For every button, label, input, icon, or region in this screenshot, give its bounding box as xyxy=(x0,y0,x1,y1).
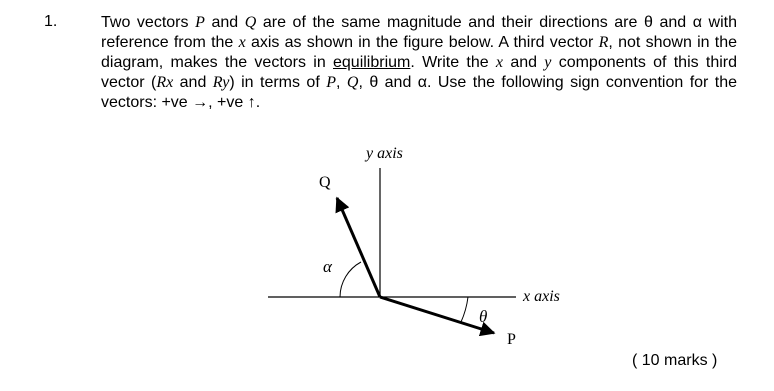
alpha-angle-arc xyxy=(340,262,361,297)
question-text-part: axis as shown in the figure below. A third vector xyxy=(250,34,594,51)
symbol-y: y xyxy=(544,54,552,71)
symbol-x: x xyxy=(495,54,504,71)
question-text-part: are of the same magnitude and their directions are θ and α with reference from the xyxy=(101,14,737,51)
question-text-part: , not shown in the diagram, makes the vectors in xyxy=(101,34,738,71)
symbol-p: P xyxy=(326,74,336,91)
equilibrium-word: equilibrium xyxy=(333,54,411,71)
symbol-q: Q xyxy=(346,74,359,91)
symbol-ry: Ry xyxy=(212,74,230,91)
y-axis-label: y axis xyxy=(366,145,403,162)
theta-angle-arc xyxy=(461,297,468,322)
alpha-label: α xyxy=(323,257,332,276)
question-text-part: , θ and α. Use the following sign convention for the vectors: +ve →, +ve ↑. xyxy=(101,74,738,111)
question-text-part: . Write the xyxy=(410,54,489,71)
question-text-part: components of this third vector ( xyxy=(101,54,738,91)
x-axis-label: x axis xyxy=(523,288,560,305)
question-text-part: and xyxy=(211,14,239,31)
symbol-p: P xyxy=(195,14,205,31)
vector-q-label: Q xyxy=(319,174,331,191)
question-number: 1. xyxy=(44,13,58,30)
question-text-part: and xyxy=(179,74,207,91)
theta-label: θ xyxy=(479,307,488,326)
question-text-part: and xyxy=(510,54,538,71)
symbol-q: Q xyxy=(244,14,257,31)
symbol-rx: Rx xyxy=(156,74,174,91)
vector-p-label: P xyxy=(507,331,516,348)
question-text-part: ) in terms of xyxy=(229,74,320,91)
marks-label: ( 10 marks ) xyxy=(632,352,718,369)
vector-p-arrow xyxy=(380,297,494,333)
symbol-x: x xyxy=(238,34,246,51)
question-text-part: , xyxy=(336,74,341,91)
question-text-part: Two vectors xyxy=(101,14,189,31)
symbol-r: R xyxy=(598,34,609,51)
